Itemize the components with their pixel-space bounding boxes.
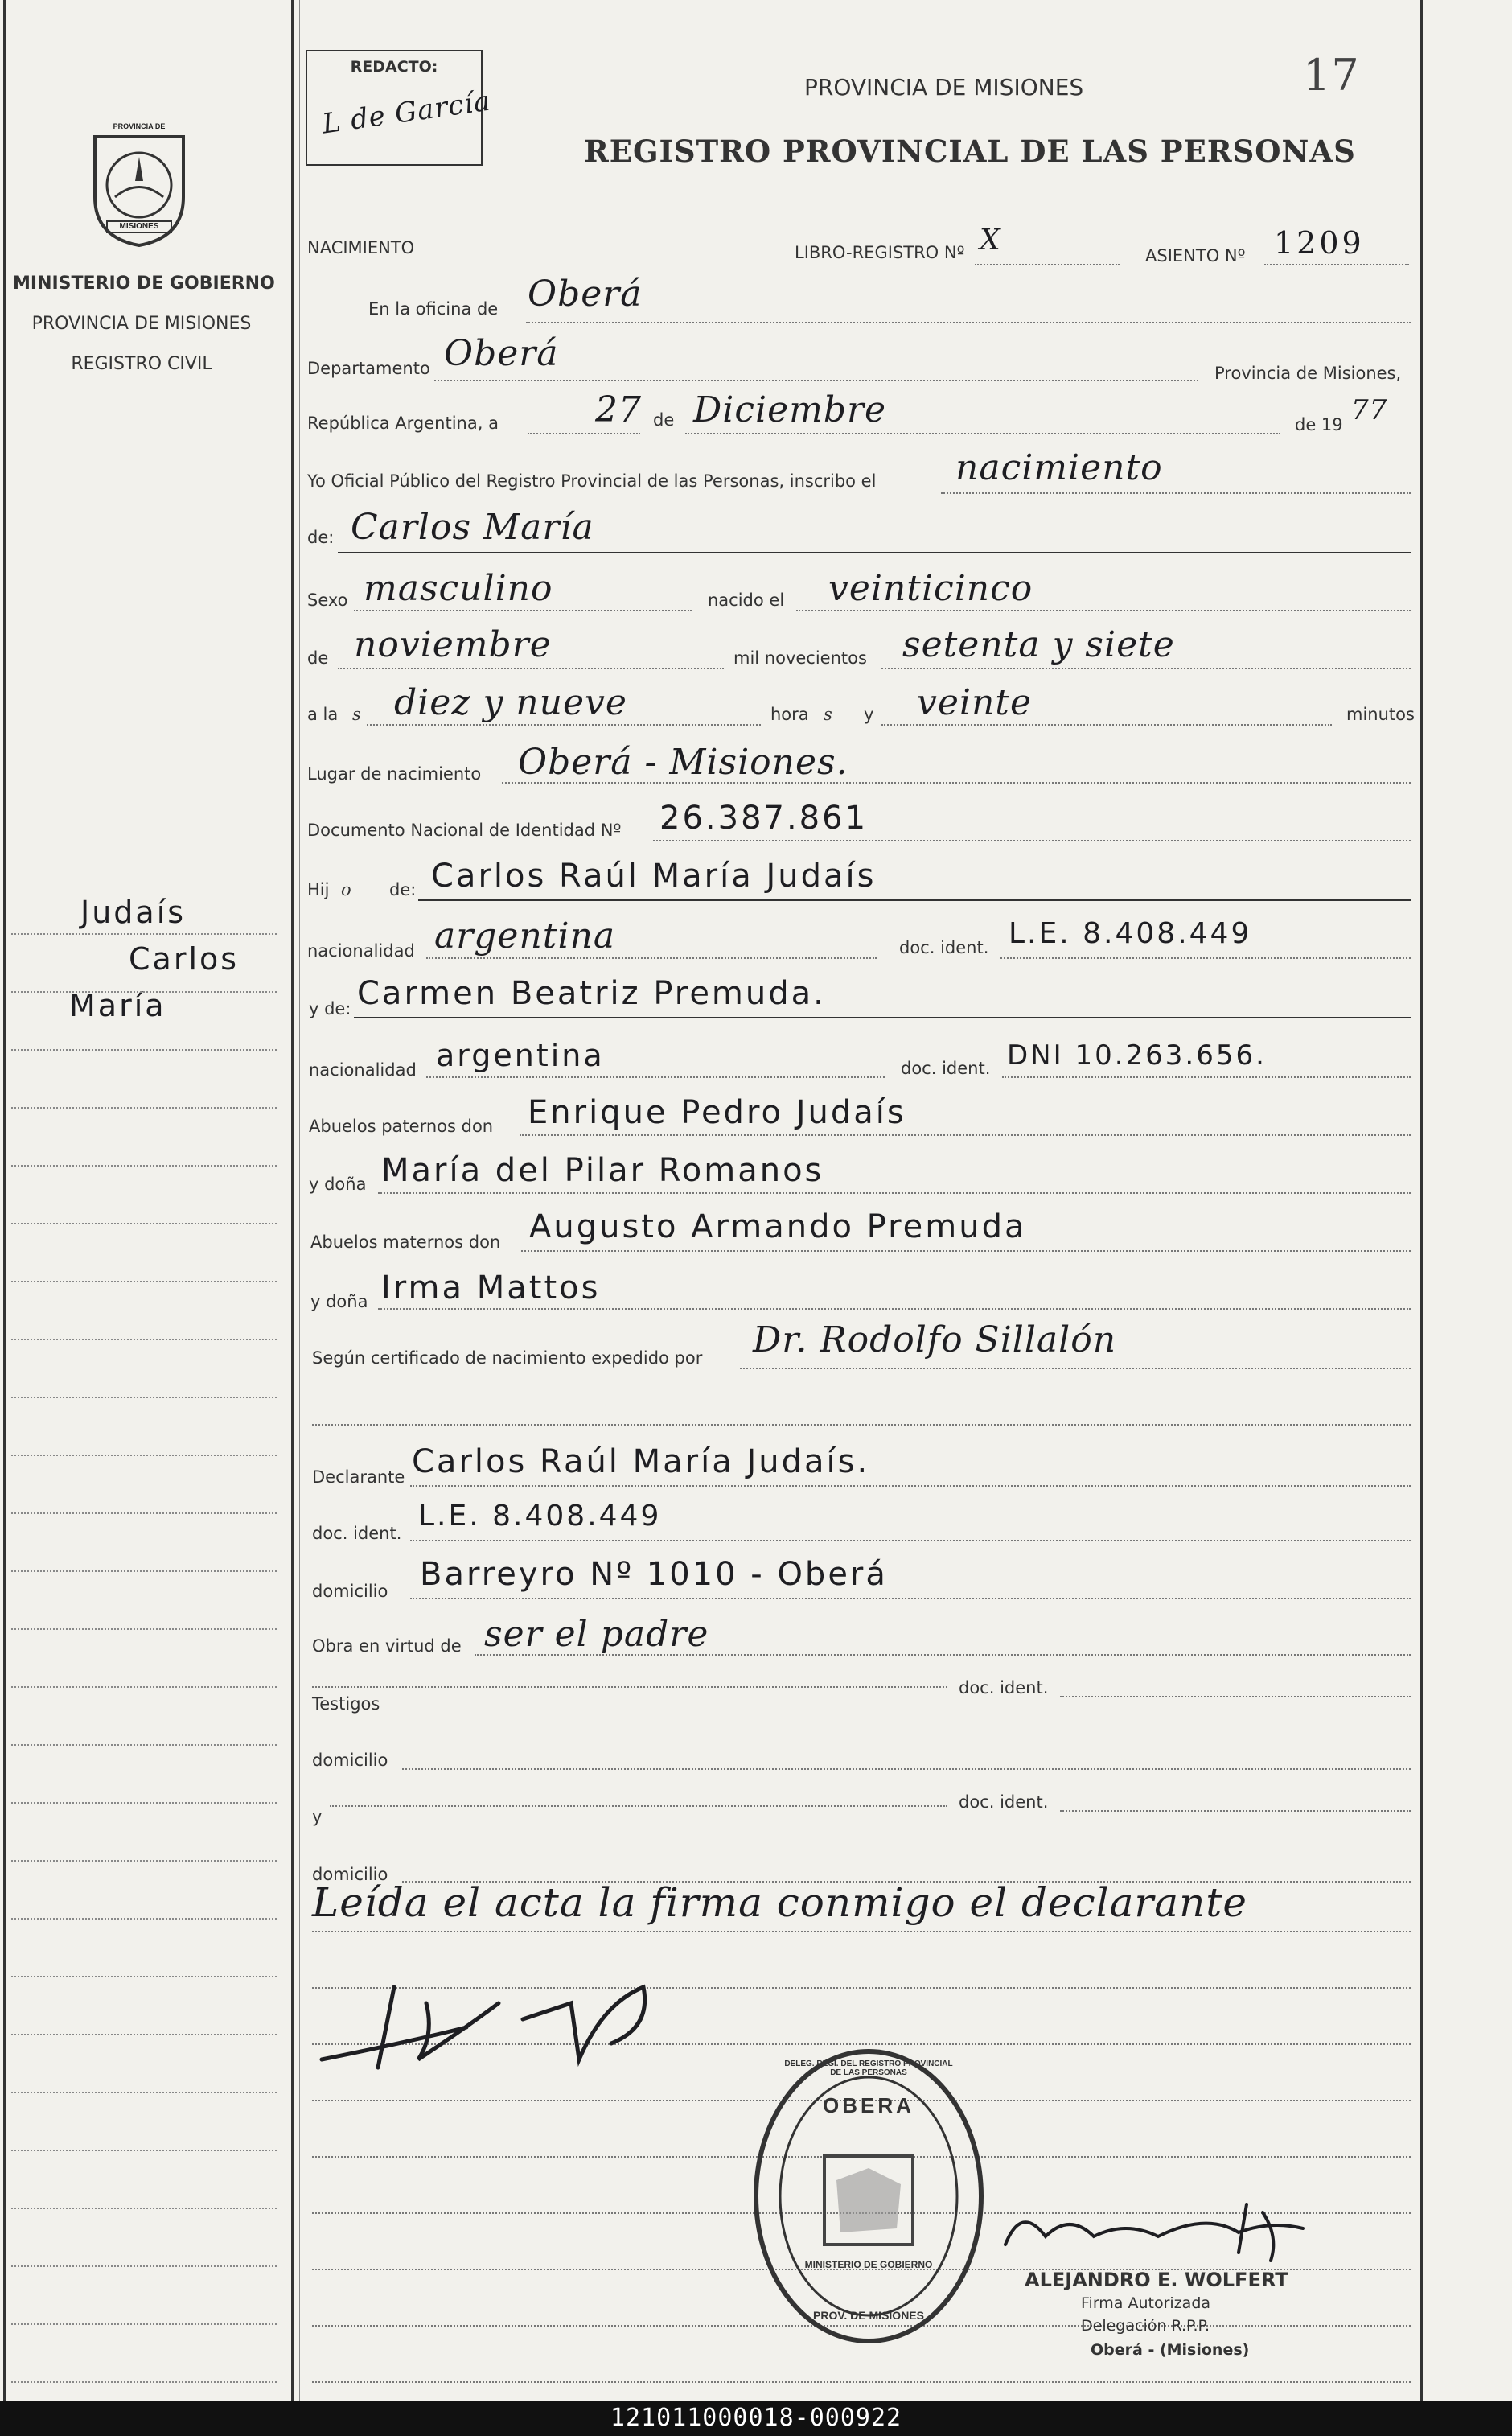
oficina-label: En la oficina de	[368, 299, 499, 319]
padre-value: Carlos Raúl María Judaís	[431, 858, 877, 895]
oficial-dots	[941, 492, 1411, 494]
margin-ruled-line	[11, 1339, 277, 1340]
departamento-dots	[434, 380, 1198, 381]
margin-ruled-line	[11, 1165, 277, 1167]
declarante-doc-label: doc. ident.	[312, 1524, 402, 1543]
domicilio-dots	[410, 1598, 1411, 1599]
nacido-mes-dots	[338, 668, 724, 669]
margin-ruled-line	[11, 1397, 277, 1398]
declarante-label: Declarante	[312, 1467, 405, 1487]
declarante-doc-dots	[410, 1540, 1411, 1541]
margin-ruled-line	[11, 2092, 277, 2093]
de-nombre-label: de:	[307, 528, 335, 547]
certificado-label: Según certificado de nacimiento expedido por	[312, 1348, 703, 1368]
coat-of-arms-emblem	[79, 121, 199, 249]
domicilio-value: Barreyro Nº 1010 - Oberá	[420, 1556, 888, 1593]
mes-value: Diciembre	[693, 389, 887, 430]
left-fold-line	[3, 0, 6, 2401]
abuela-pat-value: María del Pilar Romanos	[381, 1152, 824, 1189]
certificado-dots-2	[312, 1424, 1411, 1426]
abuelo-pat-dots	[520, 1134, 1411, 1136]
madre-doc-dots	[1002, 1076, 1411, 1078]
padre-underline	[418, 899, 1411, 901]
hijo-label: Hij	[307, 880, 330, 899]
margin-ruled-line	[11, 1570, 277, 1572]
obra-label: Obra en virtud de	[312, 1636, 462, 1656]
official-location: Oberá - (Misiones)	[1091, 2341, 1250, 2359]
testigos-label: Testigos	[312, 1694, 380, 1714]
official-title: Firma Autorizada	[1081, 2294, 1211, 2312]
sexo-dots	[354, 610, 692, 611]
margin-ruled-line	[11, 2323, 277, 2325]
margin-ruled-line	[11, 1049, 277, 1051]
year-value: 77	[1351, 394, 1388, 426]
testigo1-doc-label: doc. ident.	[959, 1678, 1049, 1697]
dia-dots	[528, 433, 640, 434]
declarante-doc-value: L.E. 8.408.449	[418, 1500, 662, 1533]
stamp-top-text: DELEG. REGI. DEL REGISTRO PROVINCIAL DE LAS PERSONAS	[784, 2059, 953, 2077]
asiento-dots	[1264, 264, 1409, 265]
stamp-bottom-text: PROV. DE MISIONES	[813, 2309, 924, 2322]
testigo1-dots	[312, 1686, 947, 1688]
ministry-title: MINISTERIO DE GOBIERNO	[13, 274, 275, 294]
madre-doc-label: doc. ident.	[901, 1059, 991, 1078]
a-la-suffix: s	[352, 705, 361, 724]
abuela-mat-value: Irma Mattos	[381, 1269, 601, 1306]
testigo2-dots	[330, 1805, 947, 1807]
libro-dots	[975, 264, 1120, 265]
testigo2-doc-dots	[1060, 1810, 1411, 1812]
margin-ruled-line	[11, 2034, 277, 2035]
minutos-value: veinte	[917, 682, 1033, 723]
horas-value: diez y nueve	[394, 682, 627, 723]
testigo2-doc-label: doc. ident.	[959, 1792, 1049, 1812]
record-type-label: NACIMIENTO	[307, 238, 415, 257]
abuela-mat-label: y doña	[310, 1292, 368, 1311]
testigo1-domicilio-dots	[402, 1768, 1411, 1770]
margin-note-given1: Carlos	[129, 941, 240, 977]
dni-value: 26.387.861	[659, 800, 869, 837]
departamento-label: Departamento	[307, 359, 430, 378]
asiento-value: 1209	[1274, 225, 1365, 261]
official-delegation: Delegación R.P.P.	[1081, 2317, 1210, 2335]
stamp-inner-text: MINISTERIO DE GOBIERNO	[804, 2259, 933, 2270]
padre-doc-value: L.E. 8.408.449	[1009, 917, 1252, 950]
margin-note-surname: Judaís	[80, 895, 187, 930]
margin-ruled-line	[11, 1223, 277, 1224]
testigo2-domicilio-label: domicilio	[312, 1865, 388, 1884]
certificado-dots	[740, 1368, 1411, 1369]
margin-ruled-line	[11, 1281, 277, 1282]
redacto-label: REDACTO:	[350, 58, 438, 76]
margin-ruled-line	[11, 933, 277, 935]
redacto-value: L de García	[320, 84, 493, 141]
margin-ruled-line	[11, 1860, 277, 1862]
margin-ruled-line	[11, 2381, 277, 2383]
abuela-pat-dots	[378, 1192, 1411, 1194]
emblem-bottom-text: MISIONES	[119, 222, 159, 231]
departamento-value: Oberá	[444, 333, 559, 374]
padre-doc-label: doc. ident.	[899, 938, 989, 957]
y-testigo2-label: y	[312, 1807, 323, 1826]
madre-nac-dots	[426, 1076, 885, 1078]
nombre-value: Carlos María	[351, 507, 594, 548]
a-la-label: a la	[307, 705, 339, 724]
nombre-underline	[338, 552, 1411, 553]
margin-ruled-line	[11, 2265, 277, 2267]
margin-ruled-line	[11, 1802, 277, 1804]
declarant-signature	[306, 1955, 692, 2084]
abuelos-paternos-label: Abuelos paternos don	[309, 1117, 494, 1136]
leida-text: Leída el acta la firma conmigo el declarante	[312, 1879, 1247, 1926]
nacido-label: nacido el	[708, 590, 785, 610]
nacido-dots	[796, 610, 1411, 611]
padre-nacionalidad-label: nacionalidad	[307, 941, 415, 961]
margin-note-given2: María	[69, 988, 166, 1023]
mil-value: setenta y siete	[902, 624, 1175, 665]
mil-label: mil novecientos	[733, 648, 867, 668]
testigo1-doc-dots	[1060, 1696, 1411, 1697]
leida-dots	[312, 1931, 1411, 1932]
de-mes-label: de	[653, 410, 675, 430]
margin-ruled-line	[11, 1686, 277, 1688]
margin-ruled-line	[11, 1976, 277, 1977]
dni-dots	[653, 840, 1411, 841]
republica-label: República Argentina, a	[307, 414, 499, 433]
abuela-pat-label: y doña	[309, 1175, 367, 1194]
lugar-label: Lugar de nacimiento	[307, 764, 482, 784]
margin-ruled-line	[11, 1512, 277, 1514]
y-minutos-label: y	[864, 705, 874, 724]
margin-ruled-line	[11, 2150, 277, 2151]
madre-doc-value: DNI 10.263.656.	[1007, 1039, 1267, 1072]
registry-title: REGISTRO PROVINCIAL DE LAS PERSONAS	[584, 134, 1356, 169]
margin-ruled-line	[11, 991, 277, 993]
nacido-mes-value: noviembre	[354, 624, 552, 665]
margin-ruled-line	[11, 1918, 277, 1920]
padre-nac-value: argentina	[434, 916, 616, 957]
oficina-dots	[526, 322, 1411, 323]
abuela-mat-dots	[378, 1308, 1411, 1310]
hora-label: hora	[770, 705, 809, 724]
madre-nacionalidad-label: nacionalidad	[309, 1060, 417, 1080]
hora-suffix: s	[824, 705, 832, 724]
hijo-de-label: de:	[389, 880, 417, 899]
margin-divider-line	[291, 0, 294, 2401]
madre-nac-value: argentina	[436, 1038, 605, 1073]
oficial-value: nacimiento	[955, 447, 1163, 488]
barcode-text: 121011000018-000922	[610, 2404, 902, 2432]
sexo-label: Sexo	[307, 590, 348, 610]
certificado-value: Dr. Rodolfo Sillalón	[753, 1319, 1117, 1360]
lugar-value: Oberá - Misiones.	[518, 742, 848, 783]
hijo-suffix: o	[341, 880, 351, 899]
province-subtitle: PROVINCIA DE MISIONES	[31, 314, 252, 334]
margin-ruled-line	[11, 1107, 277, 1109]
abuelos-maternos-label: Abuelos maternos don	[310, 1232, 501, 1252]
minutos-label: minutos	[1346, 705, 1415, 724]
nacido-value: veinticinco	[828, 568, 1033, 609]
dia-value: 27	[595, 389, 642, 430]
madre-value: Carmen Beatriz Premuda.	[357, 975, 826, 1012]
official-name: ALEJANDRO E. WOLFERT	[1025, 2269, 1288, 2291]
libro-value: X	[980, 224, 1001, 257]
libro-label: LIBRO-REGISTRO Nº	[795, 243, 965, 262]
margin-ruled-line	[11, 1455, 277, 1456]
dni-label: Documento Nacional de Identidad Nº	[307, 821, 622, 840]
civil-registry-subtitle: REGISTRO CIVIL	[71, 354, 212, 374]
asiento-label: ASIENTO Nº	[1145, 246, 1246, 265]
official-seal-stamp	[748, 2043, 989, 2349]
margin-ruled-line	[11, 1744, 277, 1746]
redacto-box	[306, 50, 493, 166]
barcode-footer	[0, 2401, 1512, 2436]
de-nacido-mes-label: de	[307, 648, 329, 668]
sexo-value: masculino	[364, 568, 553, 609]
official-signature	[997, 2188, 1415, 2277]
declarante-dots	[410, 1485, 1411, 1487]
madre-underline	[354, 1017, 1411, 1018]
declarante-value: Carlos Raúl María Judaís.	[412, 1443, 870, 1480]
horas-dots	[367, 724, 761, 726]
emblem-top-text: PROVINCIA DE	[113, 122, 166, 130]
mil-dots	[881, 668, 1411, 669]
y-de-label: y de:	[309, 999, 351, 1018]
blank-ruled-line	[312, 2381, 1411, 2383]
margin-ruled-line	[11, 1628, 277, 1630]
obra-value: ser el padre	[484, 1614, 709, 1655]
form-right-border	[1420, 0, 1423, 2401]
page-number: 17	[1303, 50, 1360, 101]
abuelo-mat-value: Augusto Armando Premuda	[529, 1208, 1027, 1245]
oficina-value: Oberá	[528, 274, 643, 315]
minutos-dots	[881, 724, 1332, 726]
abuelo-pat-value: Enrique Pedro Judaís	[528, 1094, 906, 1131]
province-header: PROVINCIA DE MISIONES	[804, 74, 1084, 101]
testigo1-domicilio-label: domicilio	[312, 1751, 388, 1770]
margin-inner-line	[299, 0, 300, 2401]
mes-dots	[685, 433, 1280, 434]
abuelo-mat-dots	[521, 1250, 1411, 1252]
domicilio-label: domicilio	[312, 1582, 388, 1601]
margin-ruled-line	[11, 2208, 277, 2209]
padre-nac-dots	[426, 957, 877, 959]
de-year-label: de 19	[1295, 415, 1343, 434]
provincia-label: Provincia de Misiones,	[1214, 364, 1402, 383]
padre-doc-dots	[1000, 957, 1411, 959]
oficial-label: Yo Oficial Público del Registro Provincial de las Personas, inscribo el	[307, 471, 877, 491]
stamp-city: OBERA	[823, 2093, 914, 2117]
